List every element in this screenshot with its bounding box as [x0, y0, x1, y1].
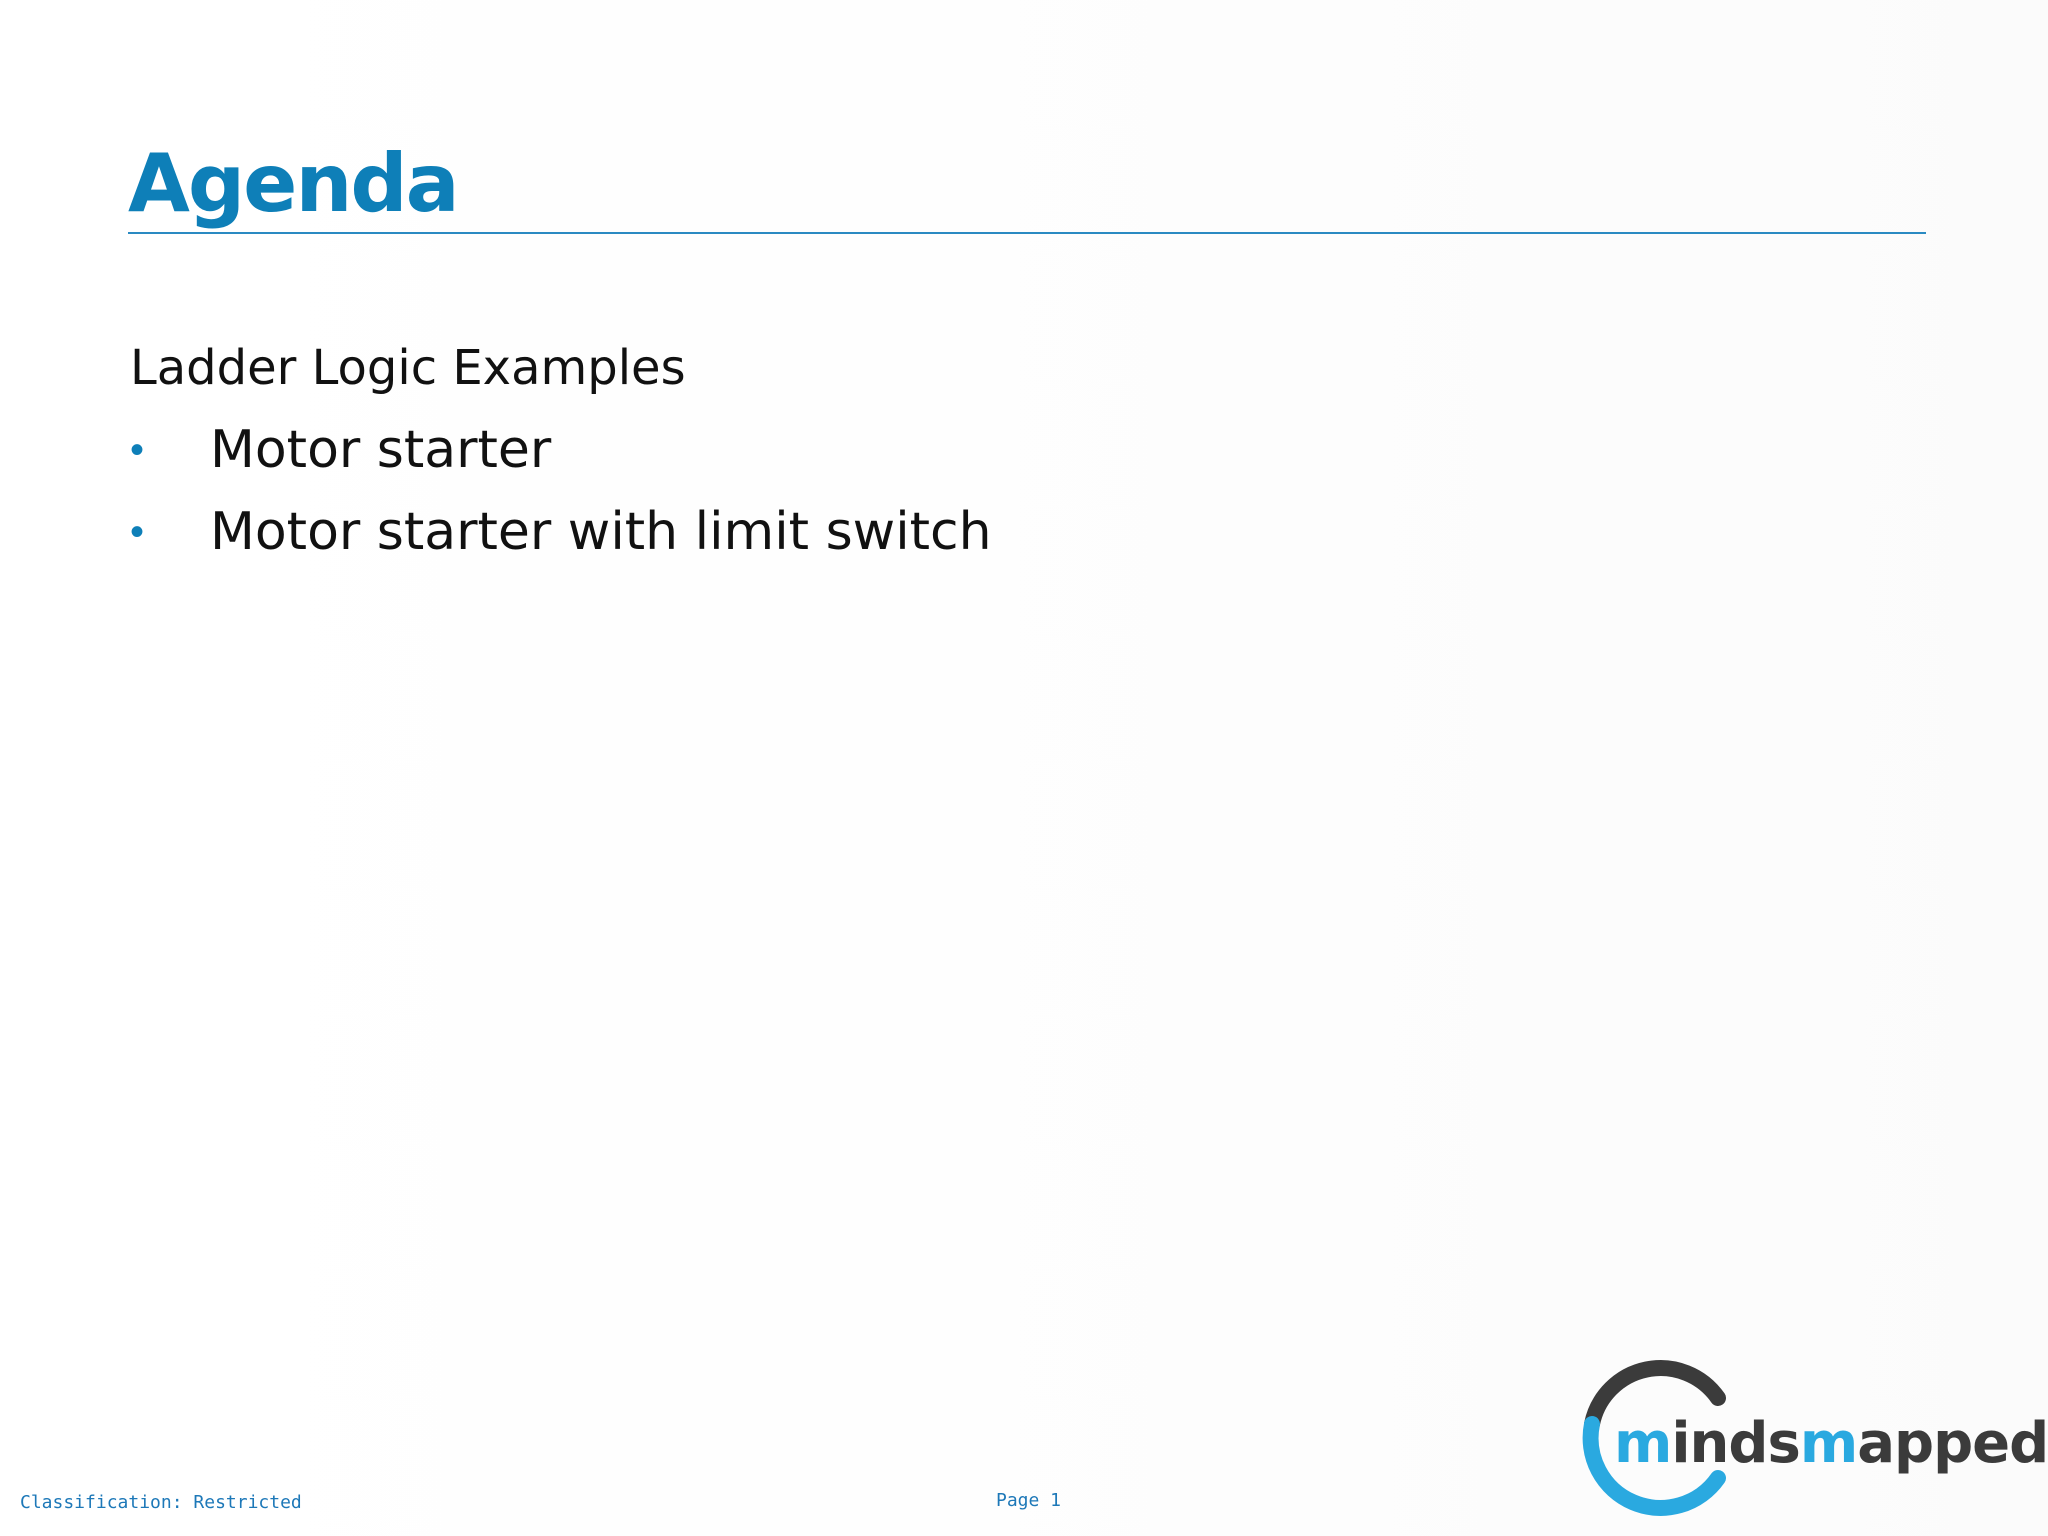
bullet-icon: •	[130, 510, 145, 554]
slide-content	[130, 334, 992, 580]
bullet-list	[130, 416, 992, 566]
bullet-text: Motor starter with limit switch	[210, 502, 992, 562]
bullet-item	[130, 416, 992, 484]
slide-title: Agenda	[128, 137, 458, 230]
mindsmapped-logo	[1578, 1362, 2048, 1516]
svg-text:mindsmapped: mindsmapped	[1614, 1411, 2048, 1476]
page-number: Page 1	[996, 1490, 1062, 1511]
bullet-text: Motor starter	[210, 420, 552, 480]
section-heading: Ladder Logic Examples	[130, 340, 686, 396]
classification-label: Classification: Restricted	[20, 1492, 302, 1513]
bullet-item	[130, 498, 992, 566]
title-divider	[128, 232, 1926, 234]
bullet-icon: •	[130, 428, 145, 472]
